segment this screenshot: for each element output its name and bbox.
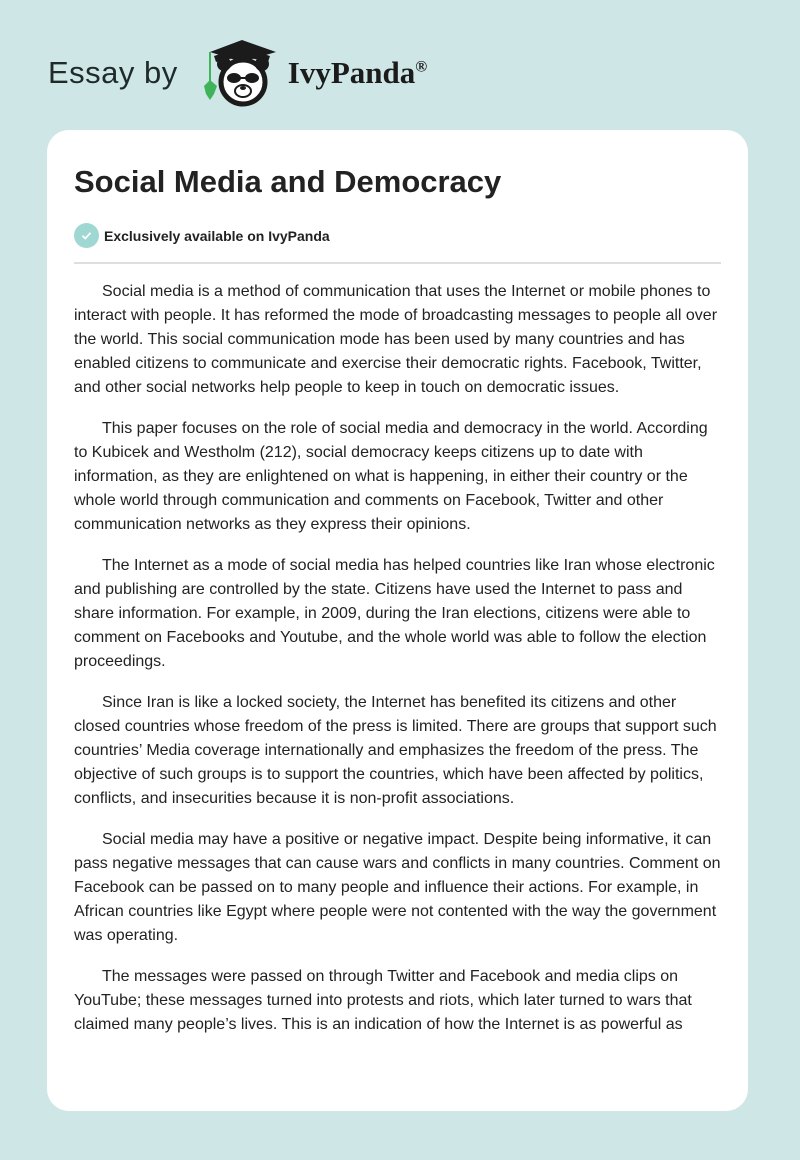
badge-text: Exclusively available on IvyPanda xyxy=(104,227,330,244)
ivypanda-logo-icon[interactable] xyxy=(196,38,280,108)
paragraph: This paper focuses on the role of social media and democracy in the world. According to Kubicek and Westholm (212), social democracy keeps citizens up to date with information, as they are enlightened on what is happening, in either their country or the whole world through communication and comments on Facebook, Twitter and other communication networks as they express their opinions. xyxy=(74,420,708,533)
paragraph: The messages were passed on through Twitter and Facebook and media clips on YouTube; these messages turned into protests and riots, which later turned to wars that claimed many people’s lives. This is an indication of how the Internet is as powerful as xyxy=(74,968,692,1033)
essay-card xyxy=(47,130,748,1111)
divider xyxy=(74,262,721,264)
brand-text: IvyPanda xyxy=(287,55,416,90)
brand-name xyxy=(288,55,427,91)
paragraph: Since Iran is like a locked society, the Internet has benefited its citizens and other closed countries whose freedom of the press is limited. There are groups that support such countries’ Media coverage internationally and emphasizes the freedom of the press. The objective of such groups is to support the countries, which have been affected by politics, conflicts, and insecurities because it is non-profit associations. xyxy=(74,694,717,807)
registered-mark: ® xyxy=(415,58,428,76)
essay-by-label: Essay by xyxy=(48,55,178,90)
paragraph: Social media is a method of communication that uses the Internet or mobile phones to interact with people. It has reformed the mode of broadcasting messages to people all over the world. This social communication mode has been used by many countries and has enabled citizens to communicate and exercise their democratic rights. Facebook, Twitter, and other social networks help people to keep in touch on democratic issues. xyxy=(74,283,718,396)
paragraph: Social media may have a positive or negative impact. Despite being informative, it can pass negative messages that can cause wars and conflicts in many countries. Comment on Facebook can be passed on to many people and influence their actions. For example, in African countries like Egypt where people were not contented with the way the government was operating. xyxy=(74,831,721,944)
site-header xyxy=(48,38,427,108)
paragraph: The Internet as a mode of social media has helped countries like Iran whose electronic and publishing are controlled by the state. Citizens have used the Internet to pass and share information. For example, in 2009, during the Iran elections, citizens were able to comment on Facebooks and Youtube, and the whole world was able to follow the election proceedings. xyxy=(74,557,715,670)
check-icon xyxy=(74,223,99,248)
page-title: Social Media and Democracy xyxy=(74,164,502,199)
exclusive-badge xyxy=(74,223,721,248)
